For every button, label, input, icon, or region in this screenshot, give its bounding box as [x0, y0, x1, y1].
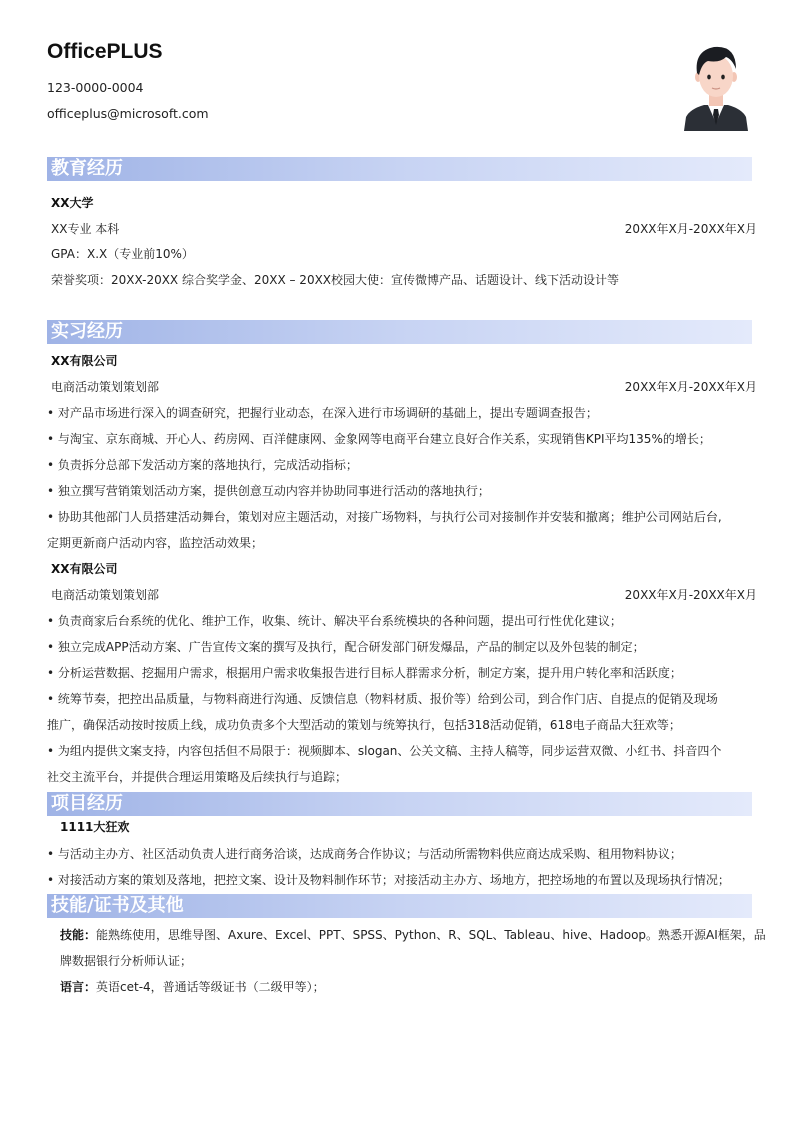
list-item: • 与活动主办方、社区活动负责人进行商务洽谈，达成商务合作协议；与活动所需物料供应商达成采购、租用物料协议； — [47, 847, 682, 861]
language-label: 语言： — [60, 980, 97, 994]
list-item: • 分析运营数据、挖掘用户需求，根据用户需求收集报告进行目标人群需求分析，制定方案，提升用户转化率和活跃度； — [47, 666, 682, 680]
section-title: 实习经历 — [51, 321, 123, 342]
education-date: 20XX年X月-20XX年X月 — [624, 222, 757, 236]
list-item: • 统筹节奏，把控出品质量，与物料商进行沟通、反馈信息（物料材质、报价等）给到公司，到合作门店、自提点的促销及现场 — [47, 692, 718, 706]
skills-text: 能熟练使用，思维导图、Axure、Excel、PPT、SPSS、Python、R、SQL、Tableau、hive、Hadoop。熟悉开源AI框架，品 — [96, 928, 766, 942]
avatar — [682, 43, 750, 131]
company-name: XX有限公司 — [51, 562, 118, 576]
list-item: 推广，确保活动按时按质上线，成功负责多个大型活动的策划与统筹执行，包括318活动促销，618电子商品大狂欢等； — [47, 718, 681, 732]
list-item: • 对接活动方案的策划及落地，把控文案、设计及物料制作环节；对接活动主办方、场地方，把控场地的布置以及现场执行情况； — [47, 873, 730, 887]
section-title: 技能/证书及其他 — [51, 895, 184, 916]
list-item: • 为组内提供文案支持，内容包括但不局限于：视频脚本、slogan、公关文稿、主持人稿等，同步运营双微、小红书、抖音四个 — [47, 744, 722, 758]
list-item: • 对产品市场进行深入的调查研究，把握行业动态，在深入进行市场调研的基础上，提出专题调查报告； — [47, 406, 598, 420]
section-title: 教育经历 — [51, 158, 123, 179]
job-date: 20XX年X月-20XX年X月 — [624, 380, 757, 394]
list-item: 定期更新商户活动内容，监控活动效果； — [47, 536, 264, 550]
skills-text-continued: 牌数据银行分析师认证； — [60, 954, 193, 968]
gpa-text: GPA：X.X（专业前10%） — [51, 247, 194, 261]
skills-label: 技能： — [60, 928, 97, 942]
honors-text: 荣誉奖项：20XX-20XX 综合奖学金、20XX – 20XX校园大使：宣传微博产品、话题设计、线下活动设计等 — [51, 273, 620, 287]
job-role: 电商活动策划策划部 — [51, 588, 160, 602]
list-item: • 独立完成APP活动方案、广告宣传文案的撰写及执行，配合研发部门研发爆品，产品的制定以及外包装的制定； — [47, 640, 645, 654]
section-header-education — [47, 157, 752, 181]
job-role: 电商活动策划策划部 — [51, 380, 160, 394]
school-name: XX大学 — [51, 196, 94, 210]
language-text: 英语cet-4，普通话等级证书（二级甲等）； — [96, 980, 325, 994]
project-name: 1111大狂欢 — [60, 820, 130, 834]
phone-number: 123-0000-0004 — [47, 80, 144, 95]
skills-line — [60, 926, 766, 943]
company-name: XX有限公司 — [51, 354, 118, 368]
resume-name: OfficePLUS — [47, 40, 163, 63]
section-header-project — [47, 792, 752, 816]
list-item: • 负责商家后台系统的优化、维护工作，收集、统计、解决平台系统模块的各种问题，提出可行性优化建议； — [47, 614, 622, 628]
email-address: officeplus@microsoft.com — [47, 106, 209, 121]
job-date: 20XX年X月-20XX年X月 — [624, 588, 757, 602]
section-header-skills — [47, 894, 752, 918]
section-title: 项目经历 — [51, 793, 123, 814]
language-line — [60, 978, 325, 995]
list-item: 社交主流平台，并提供合理运用策略及后续执行与追踪； — [47, 770, 348, 784]
list-item: • 与淘宝、京东商城、开心人、药房网、百洋健康网、金象网等电商平台建立良好合作关系，实现销售KPI平均135%的增长； — [47, 432, 711, 446]
section-header-internship — [47, 320, 752, 344]
major-degree: XX专业 本科 — [51, 222, 120, 236]
list-item: • 负责拆分总部下发活动方案的落地执行，完成活动指标； — [47, 458, 358, 472]
list-item: • 协助其他部门人员搭建活动舞台，策划对应主题活动，对接广场物料，与执行公司对接制作并安装和撤离；维护公司网站后台, — [47, 510, 722, 524]
list-item: • 独立撰写营销策划活动方案，提供创意互动内容并协助同事进行活动的落地执行； — [47, 484, 490, 498]
